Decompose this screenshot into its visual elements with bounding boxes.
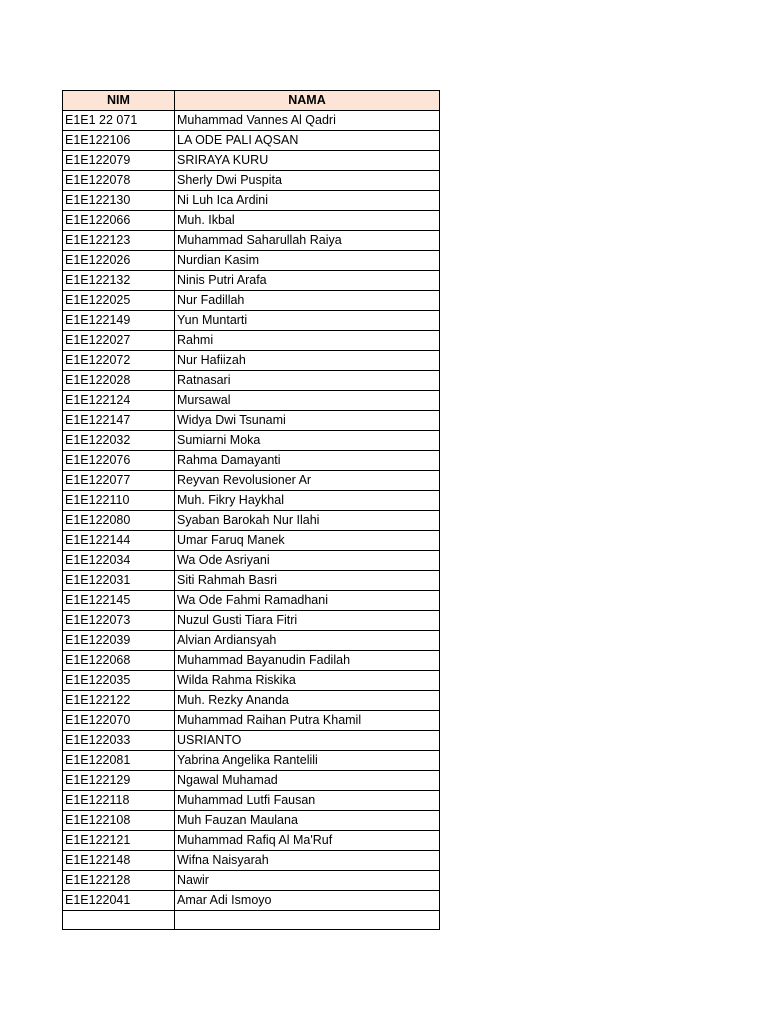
- cell-nim[interactable]: E1E122130: [63, 191, 175, 211]
- table-row: [63, 731, 440, 751]
- table-row: [63, 771, 440, 791]
- cell-nama[interactable]: Rahma Damayanti: [175, 451, 440, 471]
- cell-nim[interactable]: E1E122041: [63, 891, 175, 911]
- table-row: [63, 251, 440, 271]
- cell-nama[interactable]: Sherly Dwi Puspita: [175, 171, 440, 191]
- cell-nama[interactable]: Alvian Ardiansyah: [175, 631, 440, 651]
- cell-nim[interactable]: E1E122124: [63, 391, 175, 411]
- cell-nim[interactable]: E1E122123: [63, 231, 175, 251]
- cell-nama[interactable]: Rahmi: [175, 331, 440, 351]
- cell-nim[interactable]: E1E122039: [63, 631, 175, 651]
- cell-nim[interactable]: E1E122077: [63, 471, 175, 491]
- table-row: [63, 191, 440, 211]
- table-row: [63, 651, 440, 671]
- cell-nim[interactable]: E1E122081: [63, 751, 175, 771]
- table-row: [63, 671, 440, 691]
- cell-nim[interactable]: E1E122068: [63, 651, 175, 671]
- cell-nim[interactable]: E1E122121: [63, 831, 175, 851]
- cell-nama[interactable]: USRIANTO: [175, 731, 440, 751]
- cell-nim[interactable]: E1E122108: [63, 811, 175, 831]
- table-row: [63, 171, 440, 191]
- table-body: [63, 111, 440, 930]
- cell-nama[interactable]: Muhammad Lutfi Fausan: [175, 791, 440, 811]
- table-row: [63, 291, 440, 311]
- table-row: [63, 111, 440, 131]
- cell-nim[interactable]: E1E122027: [63, 331, 175, 351]
- cell-nama[interactable]: Reyvan Revolusioner Ar: [175, 471, 440, 491]
- cell-nama[interactable]: Widya Dwi Tsunami: [175, 411, 440, 431]
- cell-nim[interactable]: E1E122073: [63, 611, 175, 631]
- table-row: [63, 551, 440, 571]
- cell-nim[interactable]: E1E122070: [63, 711, 175, 731]
- cell-nim[interactable]: E1E122128: [63, 871, 175, 891]
- cell-nama[interactable]: Nur Fadillah: [175, 291, 440, 311]
- cell-nim[interactable]: E1E122106: [63, 131, 175, 151]
- cell-nim[interactable]: E1E122034: [63, 551, 175, 571]
- table-row: [63, 851, 440, 871]
- table-row: [63, 391, 440, 411]
- cell-nama[interactable]: Muh. Rezky Ananda: [175, 691, 440, 711]
- table-row: [63, 691, 440, 711]
- cell-nama[interactable]: Wa Ode Asriyani: [175, 551, 440, 571]
- cell-nim[interactable]: E1E122122: [63, 691, 175, 711]
- cell-nama[interactable]: [175, 911, 440, 930]
- table-row: [63, 371, 440, 391]
- table-header-row: [63, 91, 440, 111]
- cell-nim[interactable]: E1E122035: [63, 671, 175, 691]
- table-row: [63, 351, 440, 371]
- table-row: [63, 231, 440, 251]
- cell-nim[interactable]: E1E122066: [63, 211, 175, 231]
- cell-nim[interactable]: E1E122076: [63, 451, 175, 471]
- table-row: [63, 411, 440, 431]
- cell-nama[interactable]: Mursawal: [175, 391, 440, 411]
- cell-nama[interactable]: Wilda Rahma Riskika: [175, 671, 440, 691]
- cell-nama[interactable]: Muh. Ikbal: [175, 211, 440, 231]
- table-row: [63, 431, 440, 451]
- cell-nim[interactable]: E1E1 22 071: [63, 111, 175, 131]
- cell-nama[interactable]: Yun Muntarti: [175, 311, 440, 331]
- cell-nama[interactable]: LA ODE PALI AQSAN: [175, 131, 440, 151]
- table-row: [63, 451, 440, 471]
- table-row: [63, 591, 440, 611]
- table-row: [63, 571, 440, 591]
- cell-nim[interactable]: E1E122032: [63, 431, 175, 451]
- cell-nama[interactable]: Muhammad Rafiq Al Ma'Ruf: [175, 831, 440, 851]
- cell-nim[interactable]: E1E122025: [63, 291, 175, 311]
- table-row: [63, 631, 440, 651]
- table-row: [63, 331, 440, 351]
- table-row: [63, 511, 440, 531]
- cell-nama[interactable]: Syaban Barokah Nur Ilahi: [175, 511, 440, 531]
- table-row: [63, 131, 440, 151]
- cell-nama[interactable]: Nuzul Gusti Tiara Fitri: [175, 611, 440, 631]
- student-table: [62, 90, 440, 930]
- cell-nim[interactable]: E1E122129: [63, 771, 175, 791]
- table-row: [63, 211, 440, 231]
- cell-nama[interactable]: Umar Faruq Manek: [175, 531, 440, 551]
- cell-nama[interactable]: Muhammad Vannes Al Qadri: [175, 111, 440, 131]
- cell-nim[interactable]: E1E122145: [63, 591, 175, 611]
- cell-nim[interactable]: E1E122031: [63, 571, 175, 591]
- cell-nama[interactable]: Ni Luh Ica Ardini: [175, 191, 440, 211]
- cell-nama[interactable]: SRIRAYA KURU: [175, 151, 440, 171]
- cell-nim[interactable]: [63, 911, 175, 930]
- cell-nama[interactable]: Muh Fauzan Maulana: [175, 811, 440, 831]
- table-row: [63, 711, 440, 731]
- cell-nim[interactable]: E1E122026: [63, 251, 175, 271]
- cell-nim[interactable]: E1E122132: [63, 271, 175, 291]
- cell-nim[interactable]: E1E122110: [63, 491, 175, 511]
- table-row: [63, 471, 440, 491]
- cell-nama[interactable]: Nawir: [175, 871, 440, 891]
- table-row: [63, 891, 440, 911]
- cell-nama[interactable]: Muhammad Raihan Putra Khamil: [175, 711, 440, 731]
- table-row: [63, 531, 440, 551]
- table-row: [63, 311, 440, 331]
- cell-nim[interactable]: E1E122072: [63, 351, 175, 371]
- table-row: [63, 911, 440, 930]
- cell-nim[interactable]: E1E122079: [63, 151, 175, 171]
- cell-nama[interactable]: Sumiarni Moka: [175, 431, 440, 451]
- table-row: [63, 751, 440, 771]
- cell-nim[interactable]: E1E122028: [63, 371, 175, 391]
- table-row: [63, 811, 440, 831]
- column-header-nim[interactable]: NIM: [63, 91, 175, 111]
- cell-nim[interactable]: E1E122078: [63, 171, 175, 191]
- cell-nama[interactable]: Wifna Naisyarah: [175, 851, 440, 871]
- table-row: [63, 271, 440, 291]
- cell-nama[interactable]: Ratnasari: [175, 371, 440, 391]
- cell-nama[interactable]: Wa Ode Fahmi Ramadhani: [175, 591, 440, 611]
- table-row: [63, 491, 440, 511]
- cell-nim[interactable]: E1E122144: [63, 531, 175, 551]
- cell-nama[interactable]: Yabrina Angelika Rantelili: [175, 751, 440, 771]
- table-row: [63, 791, 440, 811]
- table-row: [63, 871, 440, 891]
- cell-nama[interactable]: Siti Rahmah Basri: [175, 571, 440, 591]
- cell-nim[interactable]: E1E122149: [63, 311, 175, 331]
- cell-nama[interactable]: Nurdian Kasim: [175, 251, 440, 271]
- cell-nama[interactable]: Ngawal Muhamad: [175, 771, 440, 791]
- cell-nim[interactable]: E1E122080: [63, 511, 175, 531]
- cell-nama[interactable]: Ninis Putri Arafa: [175, 271, 440, 291]
- cell-nim[interactable]: E1E122033: [63, 731, 175, 751]
- cell-nama[interactable]: Muhammad Saharullah Raiya: [175, 231, 440, 251]
- table-row: [63, 831, 440, 851]
- table-row: [63, 151, 440, 171]
- cell-nama[interactable]: Nur Hafiizah: [175, 351, 440, 371]
- cell-nama[interactable]: Amar Adi Ismoyo: [175, 891, 440, 911]
- cell-nim[interactable]: E1E122118: [63, 791, 175, 811]
- table-row: [63, 611, 440, 631]
- cell-nim[interactable]: E1E122148: [63, 851, 175, 871]
- column-header-nama[interactable]: NAMA: [175, 91, 440, 111]
- cell-nama[interactable]: Muh. Fikry Haykhal: [175, 491, 440, 511]
- cell-nim[interactable]: E1E122147: [63, 411, 175, 431]
- cell-nama[interactable]: Muhammad Bayanudin Fadilah: [175, 651, 440, 671]
